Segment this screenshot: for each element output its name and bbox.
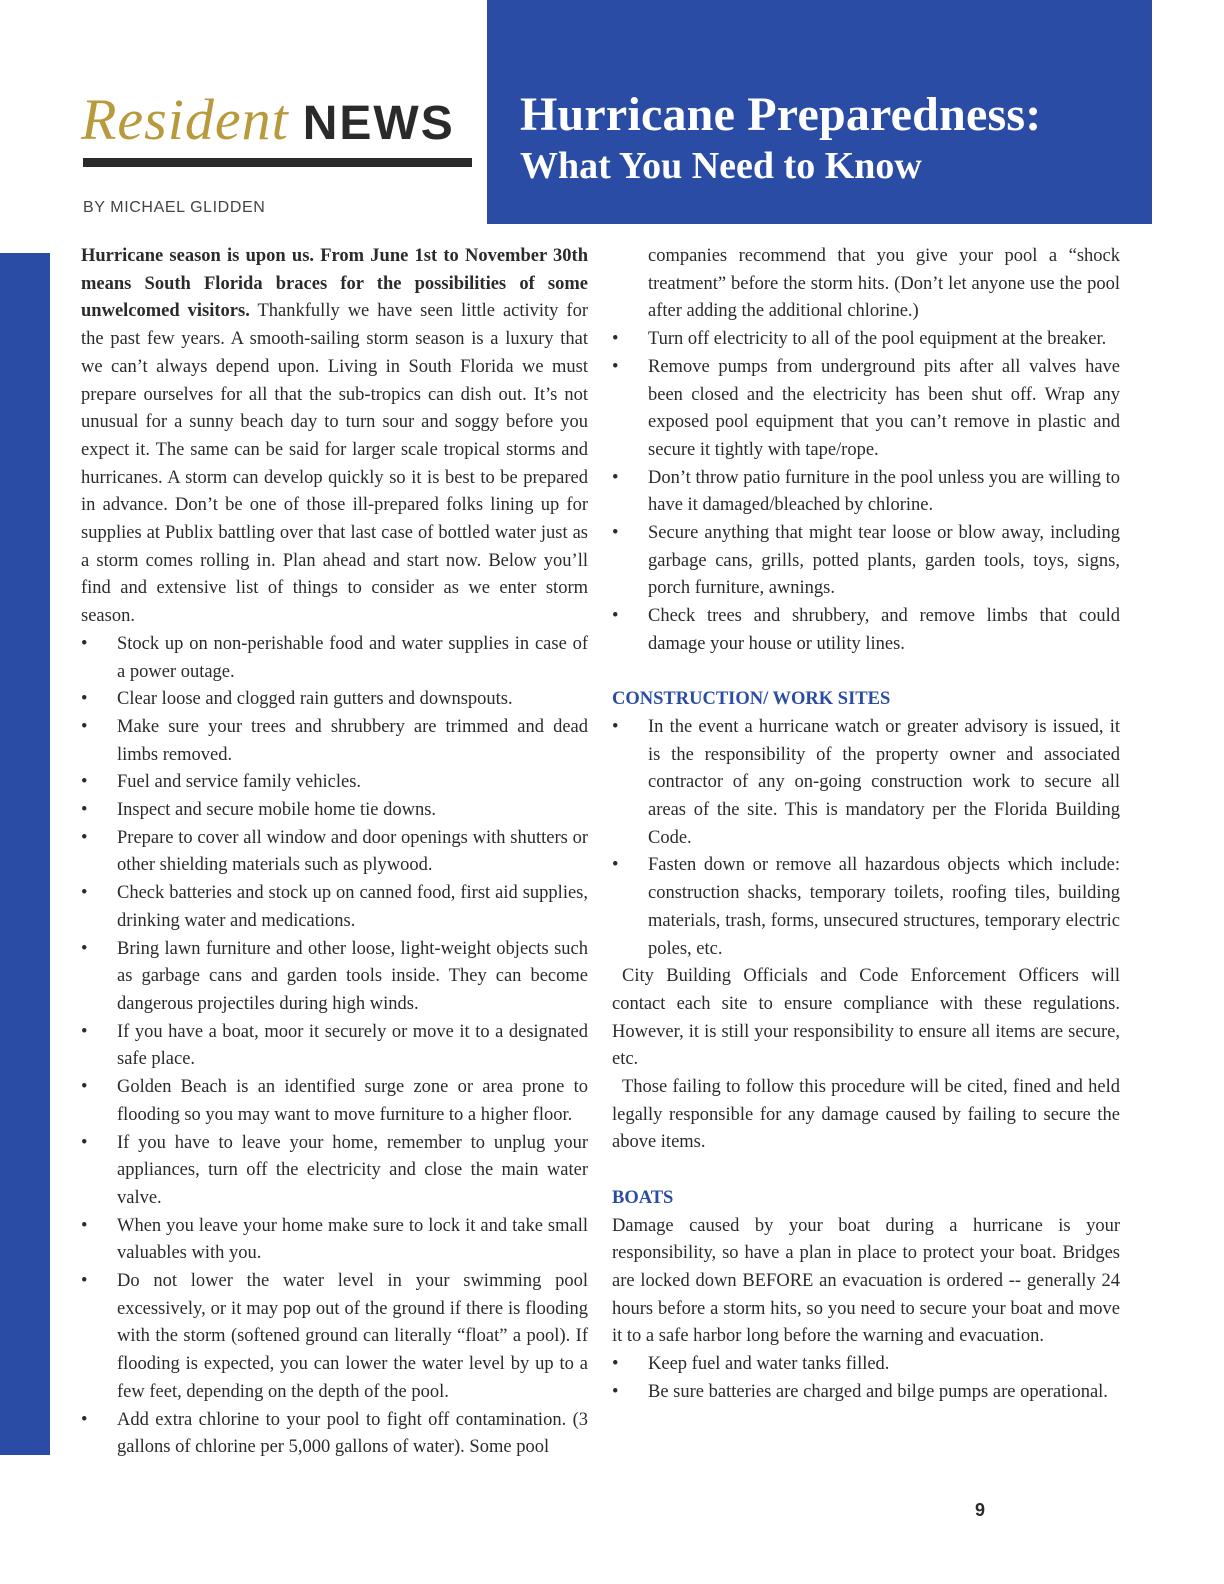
continued-item bbox=[612, 243, 1120, 326]
side-accent-bar bbox=[0, 253, 50, 1455]
list-item bbox=[612, 465, 1120, 520]
list-item-text: If you have to leave your home, remember to unplug your appliances, turn off the electricity and close the main water valve. bbox=[117, 1132, 588, 1208]
masthead-script-word: Resident bbox=[81, 87, 289, 152]
spacer bbox=[612, 1157, 1120, 1185]
spacer bbox=[612, 659, 1120, 687]
left-column bbox=[81, 243, 588, 1462]
list-item-text: Make sure your trees and shrubbery are trimmed and dead limbs removed. bbox=[117, 716, 588, 765]
list-item-text: If you have a boat, moor it securely or move it to a designated safe place. bbox=[117, 1021, 588, 1070]
bullet-icon: • bbox=[612, 1354, 619, 1375]
bullet-icon: • bbox=[612, 716, 619, 737]
right-column bbox=[612, 243, 1120, 1407]
masthead bbox=[81, 86, 481, 166]
list-item-text: Check batteries and stock up on canned food, first aid supplies, drinking water and medications. bbox=[117, 883, 588, 931]
bullet-icon: • bbox=[81, 938, 88, 959]
bullet-icon: • bbox=[612, 329, 619, 350]
masthead-rule bbox=[83, 158, 472, 167]
list-item-text: Check trees and shrubbery, and remove limbs that could damage your house or utility lines. bbox=[648, 606, 1120, 654]
list-item bbox=[81, 1019, 588, 1074]
list-item-text: Clear loose and clogged rain gutters and downspouts. bbox=[117, 689, 513, 710]
bullet-icon: • bbox=[81, 1271, 88, 1292]
list-item-text: Stock up on non-perishable food and water supplies in case of a power outage. bbox=[117, 633, 588, 682]
masthead-news-word: NEWS bbox=[302, 97, 455, 150]
list-item-text: Bring lawn furniture and other loose, light-weight objects such as garbage cans and garden tools inside. They can become dangerous projectiles during high winds. bbox=[117, 938, 588, 1014]
boats-list bbox=[612, 1351, 1120, 1406]
list-item-text: Secure anything that might tear loose or blow away, including garbage cans, grills, potted plants, garden tools, toys, signs, porch furniture, awnings. bbox=[648, 523, 1120, 599]
list-item bbox=[81, 686, 588, 714]
list-item bbox=[81, 825, 588, 880]
bullet-icon: • bbox=[612, 356, 619, 377]
list-item bbox=[81, 880, 588, 935]
list-item bbox=[81, 797, 588, 825]
page-number: 9 bbox=[975, 1500, 986, 1520]
bullet-icon: • bbox=[612, 855, 619, 876]
bullet-icon: • bbox=[81, 827, 88, 848]
bullet-icon: • bbox=[81, 689, 88, 710]
lead-bold-text: Hurricane season is upon us. From June 1st to November 30th means South Florida braces for the possibilities of some unwelcomed visitors. bbox=[81, 246, 588, 322]
list-item-text: When you leave your home make sure to lock it and take small valuables with you. bbox=[117, 1215, 588, 1264]
list-item bbox=[612, 326, 1120, 354]
construction-heading: CONSTRUCTION/ WORK SITES bbox=[612, 689, 891, 710]
list-item bbox=[612, 603, 1120, 658]
lead-text: Thankfully we have seen little activity for the past few years. A smooth-sailing storm season is a luxury that we can’t always depend upon. Living in South Florida we must prepare ourselves for all that the sub-tropics can dish out. It’s not unusual for a sunny beach day to turn sour and soggy before you expect it. The same can be said for larger scale tropical storms and hurricanes. A storm can develop quickly so it is best to be prepared in advance. Don’t be one of those ill-prepared folks lining up for supplies at Publix battling over that last case of bottled water just as a storm comes rolling in. Plan ahead and start now. Below you’ll find and extensive list of things to consider as we enter storm season. bbox=[81, 301, 588, 627]
list-item bbox=[81, 769, 588, 797]
list-item-text: In the event a hurricane watch or greater advisory is issued, it is the responsibility of the property owner and associated contractor of any on-going construction work to secure all areas of the site. This is mandatory per the Florida Building Code. bbox=[648, 716, 1120, 848]
lead-paragraph bbox=[81, 243, 588, 631]
list-item-text: Inspect and secure mobile home tie downs. bbox=[117, 800, 437, 821]
list-item-text: Don’t throw patio furniture in the pool unless you are willing to have it damaged/bleached by chlorine. bbox=[648, 467, 1120, 516]
list-item-text: Add extra chlorine to your pool to fight off contamination. (3 gallons of chlorine per 5,000 gallons of water). Some pool bbox=[117, 1409, 588, 1458]
construction-paragraph-2: Those failing to follow this procedure will be cited, fined and held legally responsible for any damage caused by failing to secure the above items. bbox=[612, 1077, 1120, 1153]
article-subtitle: What You Need to Know bbox=[520, 145, 922, 187]
bullet-icon: • bbox=[81, 772, 88, 793]
bullet-icon: • bbox=[81, 1132, 88, 1153]
list-item bbox=[612, 520, 1120, 603]
list-item bbox=[81, 714, 588, 769]
list-item-text: Turn off electricity to all of the pool equipment at the breaker. bbox=[648, 329, 1107, 350]
bullet-icon: • bbox=[612, 523, 619, 544]
list-item bbox=[81, 631, 588, 686]
list-item bbox=[81, 1130, 588, 1213]
list-item bbox=[612, 1351, 1120, 1379]
bullet-icon: • bbox=[81, 800, 88, 821]
list-item-text: Fasten down or remove all hazardous objects which include: construction shacks, temporary toilets, roofing tiles, building materials, trash, forms, unsecured structures, temporary electric poles, etc. bbox=[648, 855, 1120, 959]
byline: BY MICHAEL GLIDDEN bbox=[83, 199, 266, 216]
bullet-icon: • bbox=[81, 883, 88, 904]
bullet-icon: • bbox=[81, 1021, 88, 1042]
bullet-icon: • bbox=[612, 467, 619, 488]
list-item bbox=[612, 852, 1120, 963]
list-item bbox=[81, 1213, 588, 1268]
list-item-text: Remove pumps from underground pits after all valves have been closed and the electricity has been shut off. Wrap any exposed pool equipment that you can’t remove in plastic and secure it tightly with tape/rope. bbox=[648, 356, 1120, 460]
list-item-text: Fuel and service family vehicles. bbox=[117, 772, 362, 793]
bullet-icon: • bbox=[81, 633, 88, 654]
list-item-text: Do not lower the water level in your swimming pool excessively, or it may pop out of the ground if there is flooding with the storm (softened ground can literally “float” a pool). If flooding is expected, you can lower the water level by up to a few feet, depending on the depth of the pool. bbox=[117, 1271, 588, 1402]
article-title: Hurricane Preparedness: bbox=[520, 88, 1042, 141]
bullet-icon: • bbox=[81, 1077, 88, 1098]
construction-paragraph-1: City Building Officials and Code Enforcement Officers will contact each site to ensure compliance with these regulations. However, it is still your responsibility to ensure all items are secure, etc. bbox=[612, 966, 1120, 1070]
bullet-icon: • bbox=[81, 1409, 88, 1430]
header-panel bbox=[487, 0, 1152, 224]
list-item bbox=[81, 936, 588, 1019]
bullet-icon: • bbox=[81, 716, 88, 737]
list-item bbox=[612, 1379, 1120, 1407]
list-item bbox=[81, 1407, 588, 1462]
construction-list bbox=[612, 714, 1120, 963]
preparation-list bbox=[81, 631, 588, 1462]
bullet-icon: • bbox=[612, 1381, 619, 1402]
list-item-text: Keep fuel and water tanks filled. bbox=[648, 1354, 890, 1375]
list-item-text: Golden Beach is an identified surge zone or area prone to flooding so you may want to move furniture to a higher floor. bbox=[117, 1077, 588, 1125]
boats-heading: BOATS bbox=[612, 1187, 674, 1208]
bullet-icon: • bbox=[81, 1215, 88, 1236]
list-item-text: Be sure batteries are charged and bilge pumps are operational. bbox=[648, 1381, 1108, 1402]
list-item bbox=[81, 1074, 588, 1129]
list-item bbox=[612, 243, 1120, 326]
list-item bbox=[612, 714, 1120, 853]
pool-list bbox=[612, 326, 1120, 658]
bullet-icon: • bbox=[612, 606, 619, 627]
continuation-text: companies recommend that you give your pool a “shock treatment” before the storm hits. (Don’t let anyone use the pool after adding the additional chlorine.) bbox=[648, 246, 1120, 322]
list-item bbox=[612, 354, 1120, 465]
list-item bbox=[81, 1268, 588, 1407]
boats-paragraph: Damage caused by your boat during a hurricane is your responsibility, so have a plan in place to protect your boat. Bridges are locked down BEFORE an evacuation is ordered -- generally 24 hours before a storm hits, so you need to secure your boat and move it to a safe harbor long before the warning and evacuation. bbox=[612, 1215, 1120, 1347]
list-item-text: Prepare to cover all window and door openings with shutters or other shielding materials such as plywood. bbox=[117, 827, 588, 876]
